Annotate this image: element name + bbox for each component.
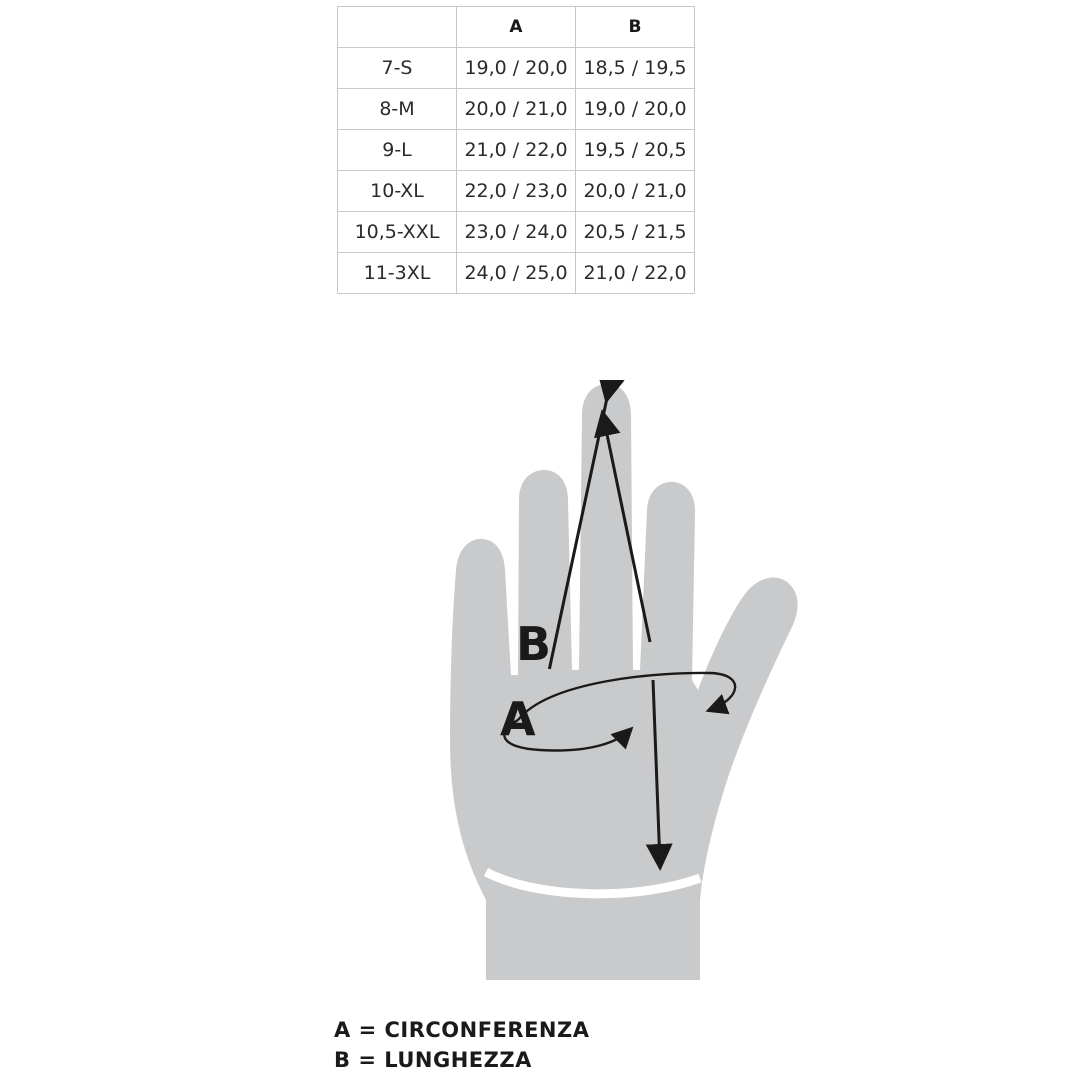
cell-size: 7-S <box>338 48 457 89</box>
cell-b: 19,5 / 20,5 <box>576 130 695 171</box>
cell-a: 21,0 / 22,0 <box>457 130 576 171</box>
cell-b: 20,0 / 21,0 <box>576 171 695 212</box>
label-a: A <box>500 692 536 746</box>
table-header-size <box>338 7 457 48</box>
table-row <box>338 253 695 294</box>
cell-b: 19,0 / 20,0 <box>576 89 695 130</box>
legend-line-a: A = CIRCONFERENZA <box>334 1018 590 1042</box>
cell-a: 19,0 / 20,0 <box>457 48 576 89</box>
cell-size: 11-3XL <box>338 253 457 294</box>
table-row <box>338 89 695 130</box>
table-row <box>338 130 695 171</box>
cell-b: 18,5 / 19,5 <box>576 48 695 89</box>
cell-size: 10,5-XXL <box>338 212 457 253</box>
table-row <box>338 171 695 212</box>
cell-a: 23,0 / 24,0 <box>457 212 576 253</box>
table-header-a: A <box>457 7 576 48</box>
hand-measurement-diagram <box>300 380 820 980</box>
cell-size: 9-L <box>338 130 457 171</box>
cell-a: 24,0 / 25,0 <box>457 253 576 294</box>
cell-a: 20,0 / 21,0 <box>457 89 576 130</box>
cell-a: 22,0 / 23,0 <box>457 171 576 212</box>
table-header-b: B <box>576 7 695 48</box>
hand-silhouette-icon <box>450 384 798 980</box>
table-row <box>338 48 695 89</box>
cell-b: 21,0 / 22,0 <box>576 253 695 294</box>
size-table <box>337 6 695 294</box>
cell-size: 10-XL <box>338 171 457 212</box>
label-b: B <box>516 617 552 671</box>
cell-b: 20,5 / 21,5 <box>576 212 695 253</box>
table-header-row <box>338 7 695 48</box>
cell-size: 8-M <box>338 89 457 130</box>
table-row <box>338 212 695 253</box>
legend-line-b: B = LUNGHEZZA <box>334 1048 532 1072</box>
legend <box>334 1015 589 1075</box>
